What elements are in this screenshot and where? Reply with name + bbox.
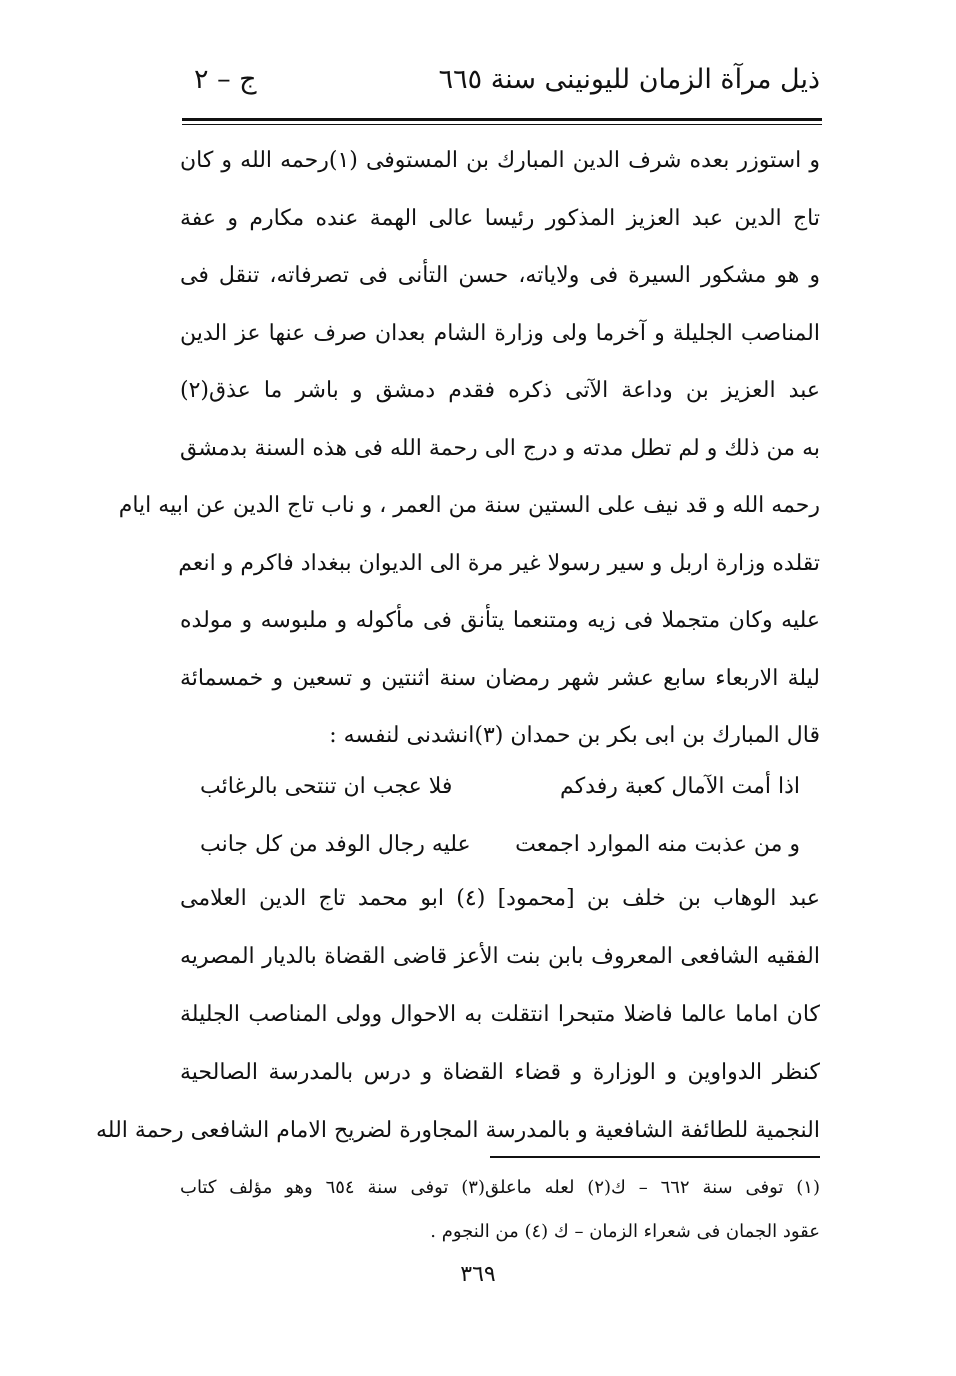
volume-label: ج – ٢	[194, 64, 257, 95]
text-line: رحمه الله و قد نيف على الستين سنة من العمر ، و ناب تاج الدين عن ابيه ايام	[118, 493, 820, 518]
poem	[200, 758, 800, 874]
text-line: و استوزر بعده شرف الدين المبارك بن المستوفى (١)رحمه الله و كان	[180, 148, 820, 173]
text-line: به من ذلك و لم تطل مدته و درج الى رحمة الله فى هذه السنة بدمشق	[180, 435, 820, 461]
text-line: عبد العزيز بن وداعة الآتى ذكره فقدم دمشق و باشر ما عذق(٢)	[180, 378, 820, 403]
verse-line	[200, 816, 800, 874]
verse-hemistich-first: اذا أمت الآمال كعبة رفدكم	[560, 774, 800, 799]
text-line: المناصب الجليلة و آخرما ولى وزارة الشام بعدان صرف عنها عز الدين	[180, 320, 820, 346]
text-line: و هو مشكور السيرة فى ولاياته، حسن التأنى فى تصرفاته، تنقل فى	[180, 263, 820, 288]
main-text	[118, 132, 820, 765]
text-line: النجمية للطائفة الشافعية و بالمدرسة المجاورة لضريح الامام الشافعى رحمة الله	[96, 1118, 820, 1143]
text-line: كان اماما عالما فاضلا متبحرا انتقلت به الاحوال وولى المناصب الجليلة	[180, 1002, 820, 1027]
text-line: قال المبارك بن ابى بكر بن حمدان (٣)انشدنى لنفسه :	[329, 723, 820, 748]
page-number: ٣٦٩	[460, 1262, 496, 1287]
verse-line	[200, 758, 800, 816]
footnote-line: عقود الجمان فى شعراء الزمان – ك (٤) من النجوم .	[430, 1221, 820, 1242]
header-rule-thick	[182, 118, 822, 121]
biography-entry	[96, 870, 820, 1160]
footnote-line: (١) توفى سنة ٦٦٢ – ك(٢) لعله ماعلق(٣) توفى سنة ٦٥٤ وهو مؤلف كتاب	[180, 1177, 820, 1198]
text-line: عبد الوهاب بن خلف بن [محمود] (٤) ابو محمد تاج الدين العلامى	[180, 886, 820, 911]
text-line: تاج الدين عبد العزيز المذكور رئيسا عالى الهمة عنده مكارم و عفة	[180, 205, 820, 231]
verse-hemistich-second: فلا عجب ان تنتحى بالرغائب	[200, 774, 453, 799]
text-line: تقلده وزارة اربل و سير رسولا غير مرة الى الديوان ببغداد فاكرم و انعم	[178, 550, 820, 576]
text-line: ليلة الاربعاء سابع عشر شهر رمضان سنة اثنتين و تسعين و خمسمائة	[180, 665, 820, 691]
text-line: الفقيه الشافعى المعروف بابن بنت الأعز قاضى القضاة بالديار المصريه	[180, 944, 820, 969]
verse-hemistich-first: و من عذبت منه الموارد اجمعت	[515, 832, 800, 857]
text-line: كنظر الدواوين و الوزارة و قضاء القضاة و درس بالمدرسة الصالحية	[180, 1060, 820, 1085]
page-header	[180, 58, 820, 118]
header-rule-thin	[182, 124, 822, 125]
text-line: عليه وكان متجملا فى زيه ومتنعما يتأنق فى مأكوله و ملبوسه و مولده	[180, 608, 820, 633]
running-title: ذيل مرآة الزمان لليونينى سنة ٦٦٥	[438, 64, 820, 95]
verse-hemistich-second: عليه رجال الوفد من كل جانب	[200, 832, 471, 857]
footnotes	[180, 1166, 820, 1254]
footnote-rule	[490, 1156, 820, 1158]
